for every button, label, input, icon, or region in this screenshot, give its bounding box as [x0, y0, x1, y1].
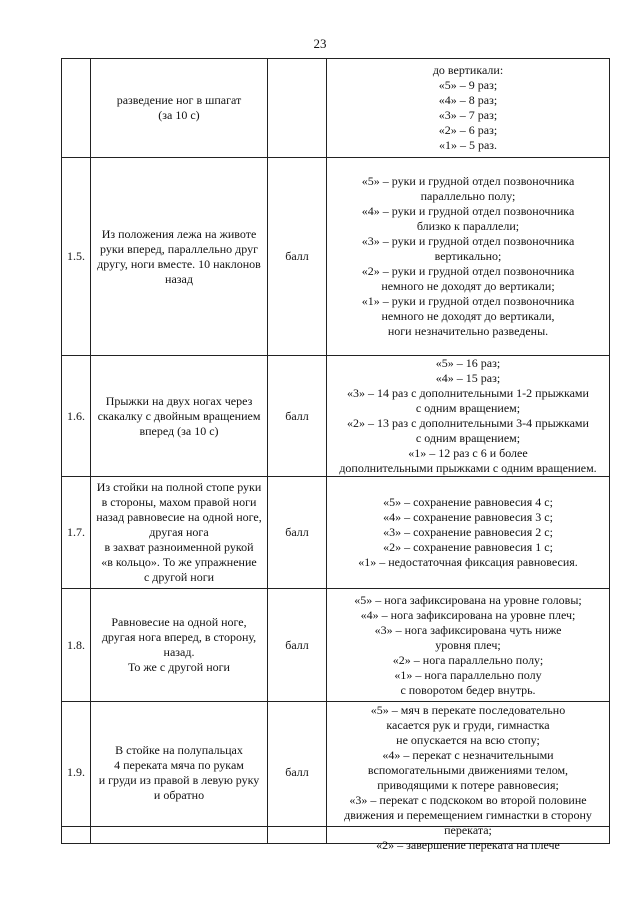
- criteria-text-line: «2» – нога параллельно полу;: [392, 652, 544, 667]
- criteria-text-line: движения и перемещением гимнастки в сторону: [344, 808, 592, 822]
- row-number-cell: [62, 702, 91, 844]
- test-text-line: разведение ног в шпагат: [116, 93, 242, 107]
- test-text-line: назад равновесие на одной ноге,: [96, 510, 262, 524]
- criteria-cell: [327, 589, 610, 702]
- table-row: [62, 59, 610, 158]
- criteria-text-line: немного не доходят до вертикали,: [381, 309, 555, 323]
- unit-cell: [268, 356, 327, 477]
- test-text-line: Прыжки на двух ногах через: [105, 393, 253, 408]
- unit-label: балл: [285, 765, 309, 779]
- criteria-cell: [327, 59, 610, 158]
- row-number-cell: [62, 59, 91, 158]
- test-text-line: «в кольцо». То же упражнение: [101, 555, 257, 569]
- criteria-text-line: «1» – нога параллельно полу: [394, 667, 542, 682]
- test-description-cell: [91, 356, 268, 477]
- criteria-text-line: «3» – перекат с подскоком во второй половине: [349, 793, 587, 807]
- criteria-text-line: «2» – руки и грудной отдел позвоночника: [361, 264, 575, 278]
- criteria-text-line: «5» – 9 раз;: [438, 78, 498, 92]
- criteria-text-line: дополнительными прыжками с одним вращением.: [339, 461, 597, 475]
- criteria-text-line: «5» – руки и грудной отдел позвоночника: [361, 174, 575, 188]
- criteria-text-line: до вертикали:: [432, 63, 504, 77]
- criteria-text-line: приводящими к потере равновесия;: [377, 778, 559, 792]
- criteria-text-line: «3» – нога зафиксирована чуть ниже: [374, 622, 562, 637]
- criteria-text-line: «5» – нога зафиксирована на уровне головы;: [354, 592, 582, 607]
- criteria-cell: [327, 477, 610, 589]
- criteria-text-line: «1» – недостаточная фиксация равновесия.: [358, 555, 578, 569]
- criteria-text-line: ноги незначительно разведены.: [387, 324, 549, 338]
- criteria-text-line: параллельно полу;: [420, 189, 516, 203]
- table-row: [62, 589, 610, 702]
- test-text-line: и обратно: [153, 787, 205, 802]
- criteria-text-line: «1» – 5 раз.: [438, 138, 498, 152]
- criteria-text-line: «3» – руки и грудной отдел позвоночника: [361, 234, 575, 248]
- criteria-text-line: с одним вращением;: [415, 401, 521, 415]
- unit-label: балл: [285, 249, 309, 263]
- test-text-line: 4 переката мяча по рукам: [114, 757, 244, 772]
- test-text-line: с другой ноги: [143, 570, 215, 584]
- unit-cell: [268, 702, 327, 844]
- criteria-text-line: «5» – сохранение равновесия 4 с;: [383, 495, 553, 509]
- criteria-text-line: «4» – 15 раз;: [435, 371, 501, 385]
- test-text-line: вперед (за 10 с): [139, 423, 219, 438]
- table-row: [62, 477, 610, 589]
- test-text-line: (за 10 с): [158, 108, 200, 122]
- unit-label: балл: [285, 408, 309, 423]
- test-text-line: назад.: [163, 645, 195, 659]
- test-text-line: другу, ноги вместе. 10 наклонов: [97, 256, 261, 271]
- criteria-text-line: «4» – сохранение равновесия 3 с;: [383, 510, 553, 524]
- table-row: [62, 356, 610, 477]
- unit-cell: [268, 477, 327, 589]
- criteria-cell: [327, 158, 610, 356]
- row-number-cell: [62, 158, 91, 356]
- test-text-line: и груди из правой в левую руку: [98, 772, 260, 787]
- test-text-line: в стороны, махом правой ноги: [101, 495, 257, 509]
- criteria-cell: [327, 702, 610, 852]
- unit-cell: [268, 158, 327, 356]
- criteria-text-line: с поворотом бедер внутрь.: [400, 682, 536, 697]
- test-description-cell: [91, 477, 268, 589]
- norms-table-body: [62, 59, 610, 852]
- criteria-text-line: «4» – нога зафиксирована на уровне плеч;: [360, 607, 576, 622]
- norms-table: [61, 58, 610, 852]
- unit-label: балл: [285, 525, 309, 539]
- criteria-text-line: вспомогательными движениями телом,: [367, 763, 569, 777]
- criteria-text-line: «2» – 13 раз с дополнительными 3-4 прыжками: [347, 416, 589, 430]
- row-number-cell: [62, 356, 91, 477]
- unit-label: балл: [285, 637, 309, 652]
- test-description-cell: [91, 702, 268, 844]
- criteria-text-line: переката;: [444, 823, 492, 837]
- row-number: 1.6.: [67, 408, 85, 423]
- page-number: 23: [313, 36, 327, 51]
- criteria-text-line: «2» – 6 раз;: [438, 123, 498, 137]
- test-description-cell: [91, 59, 268, 158]
- test-text-line: другая нога: [149, 525, 209, 539]
- row-number: 1.9.: [67, 765, 85, 779]
- criteria-text-line: «4» – руки и грудной отдел позвоночника: [361, 204, 575, 218]
- criteria-text-line: с одним вращением;: [415, 431, 521, 445]
- criteria-text-line: «4» – перекат с незначительными: [382, 748, 554, 762]
- criteria-text-line: не опускается на всю стопу;: [396, 733, 540, 747]
- criteria-text-line: вертикально;: [434, 249, 502, 263]
- criteria-text-line: касается рук и груди, гимнастка: [386, 718, 550, 732]
- criteria-text-line: «2» – завершение переката на плече: [376, 838, 560, 852]
- row-number-cell: [62, 589, 91, 702]
- test-text-line: То же с другой ноги: [128, 660, 230, 674]
- criteria-text-line: «4» – 8 раз;: [438, 93, 498, 107]
- test-description-cell: [91, 158, 268, 356]
- test-text-line: В стойке на полупальцах: [115, 742, 243, 757]
- criteria-text-line: «3» – 14 раз с дополнительными 1-2 прыжками: [347, 386, 589, 400]
- criteria-text-line: близко к параллели;: [416, 219, 520, 233]
- criteria-text-line: «1» – 12 раз с 6 и более: [408, 446, 528, 460]
- row-number: 1.5.: [67, 249, 85, 263]
- criteria-text-line: немного не доходят до вертикали;: [381, 279, 555, 293]
- criteria-text-line: «3» – 7 раз;: [438, 108, 498, 122]
- row-number: 1.8.: [67, 637, 85, 652]
- criteria-text-line: «5» – 16 раз;: [435, 356, 501, 370]
- test-text-line: назад: [165, 271, 193, 286]
- test-text-line: Равновесие на одной ноге,: [111, 615, 247, 629]
- test-description-cell: [91, 589, 268, 702]
- table-row: [62, 702, 610, 844]
- unit-cell: [268, 589, 327, 702]
- test-text-line: скакалку с двойным вращением: [97, 408, 261, 423]
- criteria-cell: [327, 356, 610, 477]
- test-text-line: в захват разноименной рукой: [104, 540, 254, 554]
- test-text-line: руки вперед, параллельно друг: [99, 241, 258, 256]
- row-number-cell: [62, 477, 91, 589]
- criteria-text-line: «3» – сохранение равновесия 2 с;: [383, 525, 553, 539]
- test-text-line: Из положения лежа на животе: [101, 226, 257, 241]
- criteria-text-line: «5» – мяч в перекате последовательно: [370, 703, 566, 717]
- test-text-line: Из стойки на полной стопе руки: [96, 480, 262, 494]
- table-bottom-border: [61, 826, 609, 827]
- criteria-text-line: «1» – руки и грудной отдел позвоночника: [361, 294, 575, 308]
- table-row: [62, 158, 610, 356]
- criteria-text-line: «2» – сохранение равновесия 1 с;: [383, 540, 553, 554]
- criteria-text-line: уровня плеч;: [435, 637, 501, 652]
- unit-cell: [268, 59, 327, 158]
- test-text-line: другая нога вперед, в сторону,: [101, 630, 257, 644]
- row-number: 1.7.: [67, 525, 85, 539]
